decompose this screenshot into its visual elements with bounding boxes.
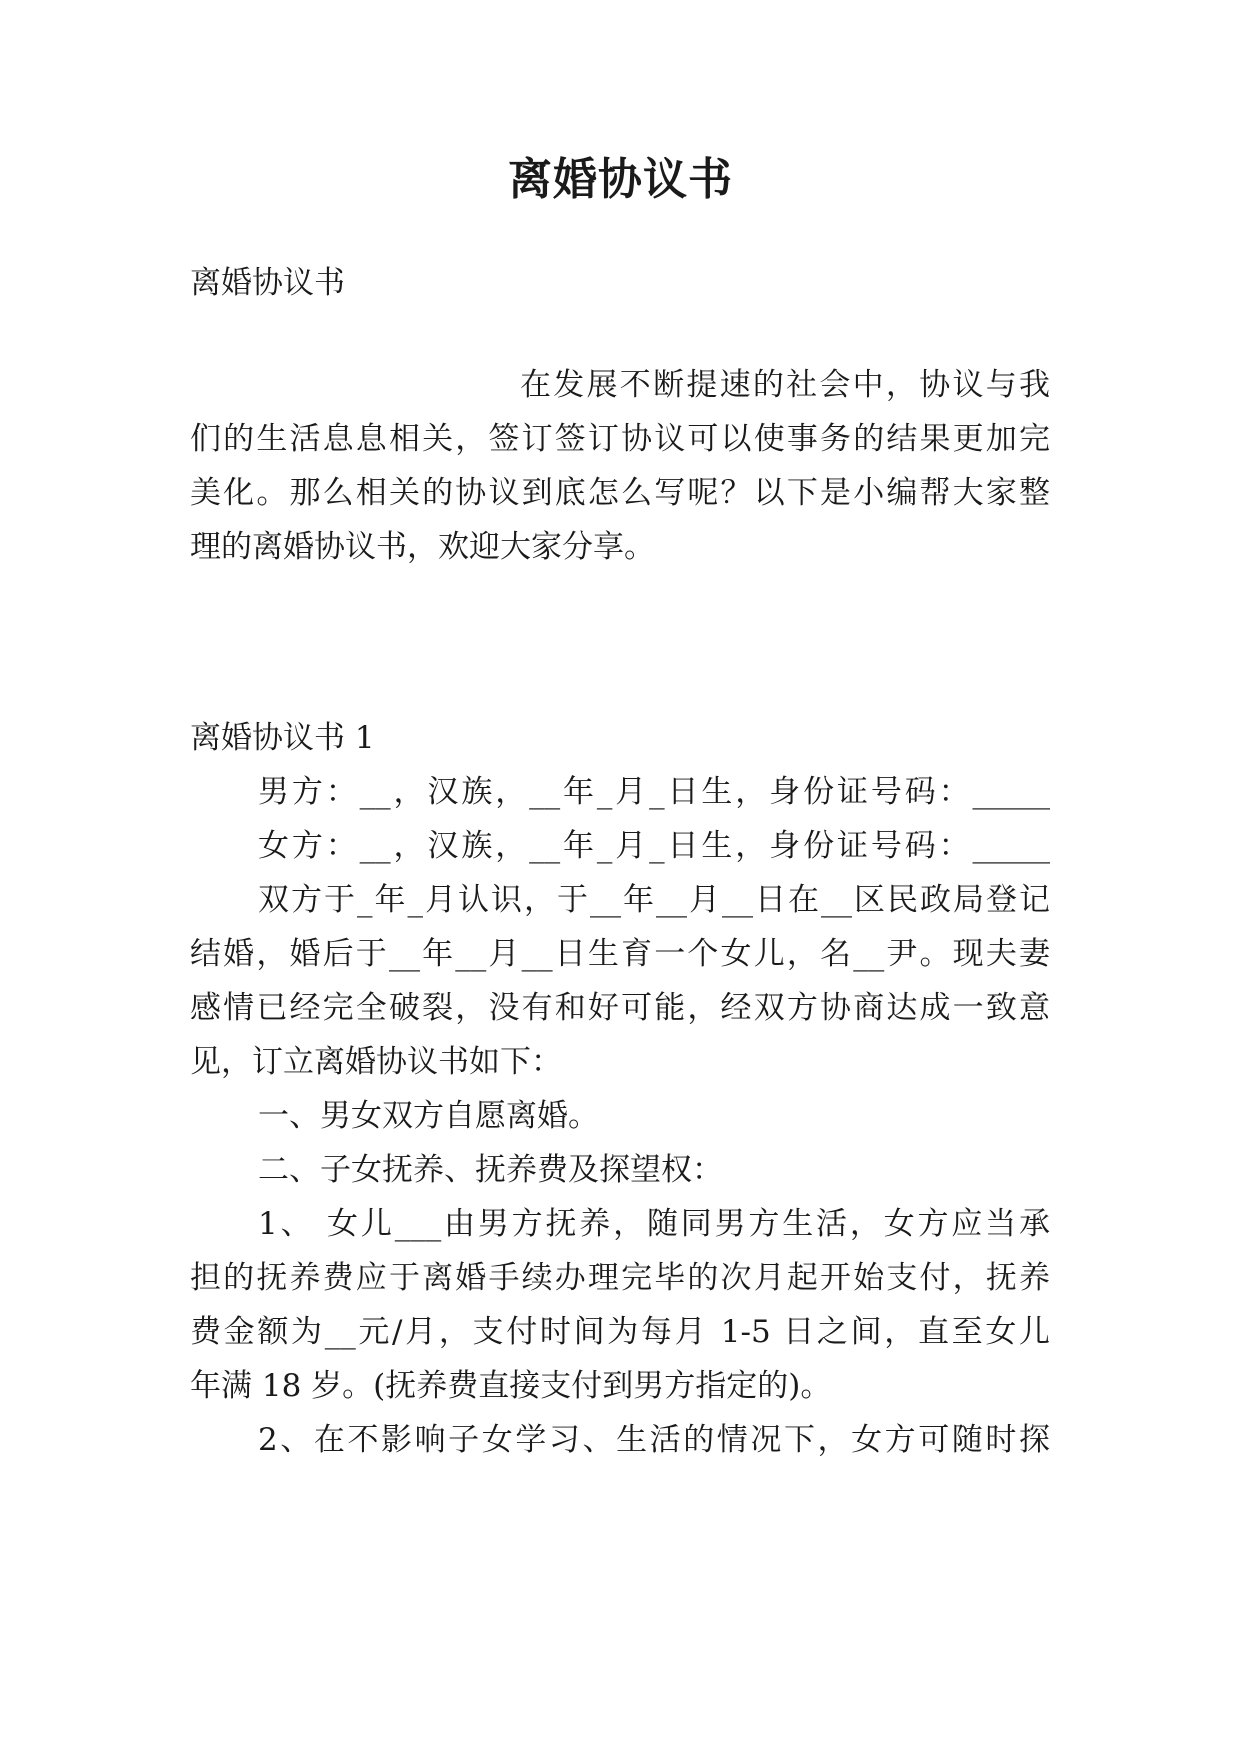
paragraph-line: 见，订立离婚协议书如下： [190, 1044, 562, 1080]
intro-line-1: 在发展不断提速的社会中，协议与我 [520, 367, 1050, 403]
section-heading: 离婚协议书 1 [190, 720, 375, 756]
intro-line-3: 美化。那么相关的协议到底怎么写呢？以下是小编帮大家整 [190, 475, 1050, 511]
paragraph-line: 感情已经完全破裂，没有和好可能，经双方协商达成一致意 [190, 990, 1050, 1026]
paragraph-line: 担的抚养费应于离婚手续办理完毕的次月起开始支付，抚养 [190, 1260, 1050, 1296]
clause-one: 一、男女双方自愿离婚。 [258, 1098, 599, 1134]
clause-two: 二、子女抚养、抚养费及探望权： [258, 1152, 723, 1188]
paragraph-line: 年满 18 岁。(抚养费直接支付到男方指定的)。 [190, 1368, 832, 1404]
intro-line-2: 们的生活息息相关，签订签订协议可以使事务的结果更加完 [190, 421, 1050, 457]
male-party-line: 男方：__，汉族，__年_月_日生，身份证号码：_____ [258, 774, 1050, 810]
paragraph-line: 结婚，婚后于__年__月__日生育一个女儿，名__尹。现夫妻 [190, 936, 1050, 972]
document-title: 离婚协议书 [508, 154, 733, 205]
female-party-line: 女方：__，汉族，__年_月_日生，身份证号码：_____ [258, 828, 1050, 864]
intro-line-4: 理的离婚协议书，欢迎大家分享。 [190, 529, 655, 565]
paragraph-line: 费金额为__元/月，支付时间为每月 1-5 日之间，直至女儿 [190, 1314, 1050, 1350]
clause-two-item-2: 2、在不影响子女学习、生活的情况下，女方可随时探 [258, 1422, 1050, 1458]
paragraph-line: 双方于_年_月认识，于__年__月__日在__区民政局登记 [258, 882, 1050, 918]
document-subtitle: 离婚协议书 [190, 265, 345, 301]
clause-two-item-1: 1、 女儿___由男方抚养，随同男方生活，女方应当承 [258, 1206, 1050, 1242]
